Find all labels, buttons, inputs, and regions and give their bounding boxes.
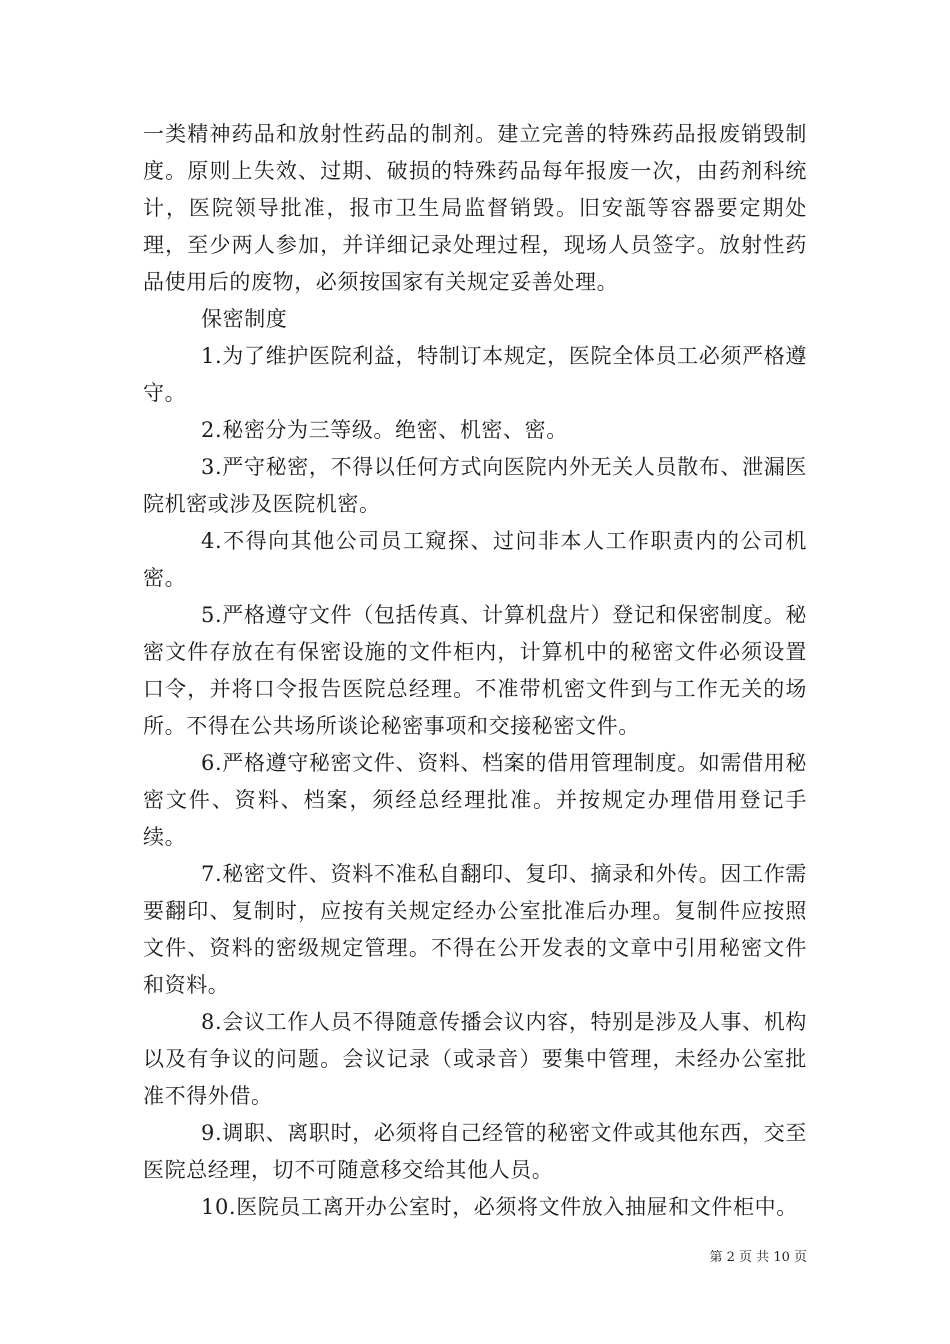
rule-item-10: 10.医院员工离开办公室时，必须将文件放入抽屉和文件柜中。	[201, 1195, 798, 1219]
rule-item-8: 8.会议工作人员不得随意传播会议内容，特别是涉及人事、机构以及有争议的问题。会议记录（或录音）要集中管理，未经办公室批准不得外借。	[143, 1010, 807, 1108]
rule-item-4: 4.不得向其他公司员工窥探、过问非本人工作职责内的公司机密。	[143, 529, 807, 590]
rule-item-6: 6.严格遵守秘密文件、资料、档案的借用管理制度。如需借用秘密文件、资料、档案，须经总经理批准。并按规定办理借用登记手续。	[143, 751, 807, 849]
document-body	[143, 116, 807, 1226]
rule-item-3: 3.严守秘密，不得以任何方式向医院内外无关人员散布、泄漏医院机密或涉及医院机密。	[143, 455, 807, 516]
page-number-footer: 第 2 页 共 10 页	[709, 1250, 807, 1265]
paragraph-continuation: 一类精神药品和放射性药品的制剂。建立完善的特殊药品报废销毁制度。原则上失效、过期、破损的特殊药品每年报废一次，由药剂科统计，医院领导批准，报市卫生局监督销毁。旧安瓿等容器要定期处理，至少两人参加，并详细记录处理过程，现场人员签字。放射性药品使用后的废物，必须按国家有关规定妥善处理。	[143, 122, 807, 294]
rule-item-2: 2.秘密分为三等级。绝密、机密、密。	[201, 418, 568, 442]
section-heading: 保密制度	[201, 307, 288, 331]
rule-item-5: 5.严格遵守文件（包括传真、计算机盘片）登记和保密制度。秘密文件存放在有保密设施的文件柜内，计算机中的秘密文件必须设置口令，并将口令报告医院总经理。不准带机密文件到与工作无关的场所。不得在公共场所谈论秘密事项和交接秘密文件。	[143, 603, 807, 738]
rule-item-7: 7.秘密文件、资料不准私自翻印、复印、摘录和外传。因工作需要翻印、复制时，应按有关规定经办公室批准后办理。复制件应按照文件、资料的密级规定管理。不得在公开发表的文章中引用秘密文件和资料。	[143, 862, 807, 997]
rule-item-9: 9.调职、离职时，必须将自己经管的秘密文件或其他东西，交至医院总经理，切不可随意移交给其他人员。	[143, 1121, 807, 1182]
rule-item-1: 1.为了维护医院利益，特制订本规定，医院全体员工必须严格遵守。	[143, 344, 807, 405]
